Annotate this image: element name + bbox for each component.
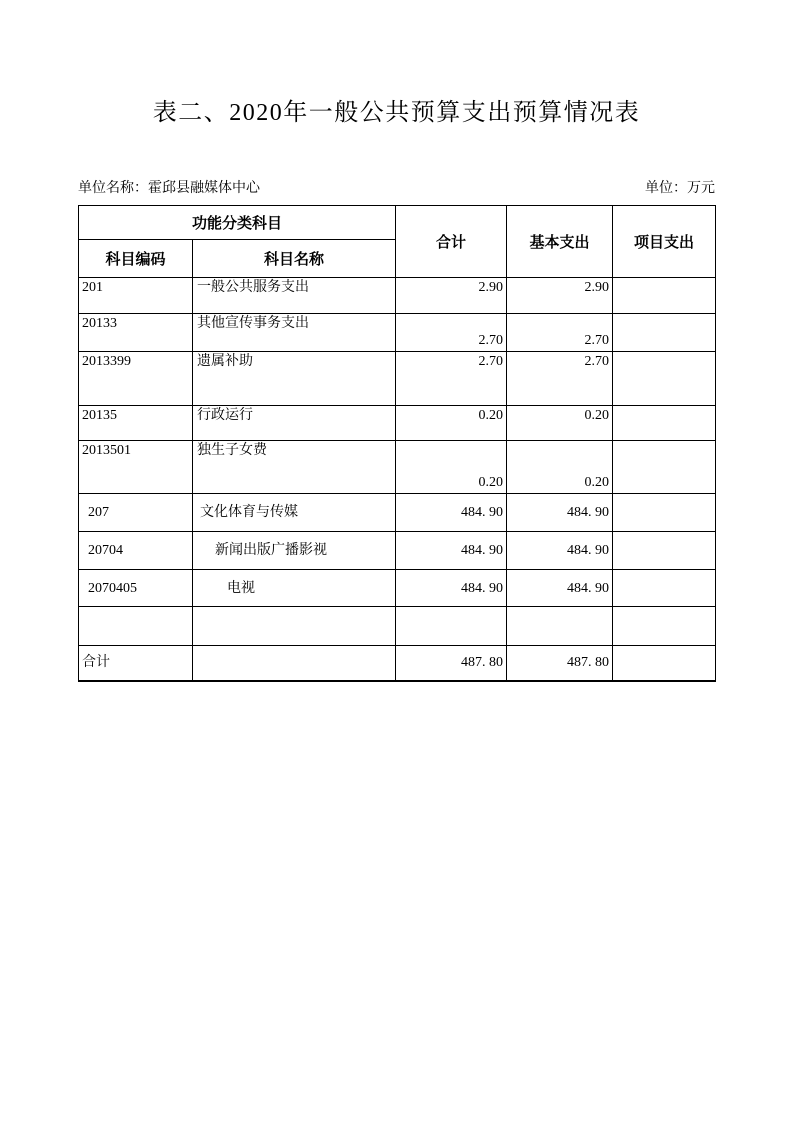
meta-row [78,180,715,198]
table-row [79,607,716,646]
code-cell: 20135 [79,406,193,441]
name-cell: 一般公共服务支出 [193,278,396,314]
project-cell [613,607,716,646]
basic-cell: 484. 90 [507,494,613,532]
total-cell: 484. 90 [396,494,507,532]
basic-cell: 0.20 [507,406,613,441]
name-cell: 新闻出版广播影视 [193,532,396,570]
total-cell: 0.20 [396,406,507,441]
unit-name-label: 单位名称：霍邱县融媒体中心 [78,181,260,196]
total-cell: 2.90 [396,278,507,314]
basic-cell: 484. 90 [507,532,613,570]
basic-cell: 484. 90 [507,570,613,607]
name-cell: 其他宣传事务支出 [193,314,396,352]
project-cell [613,314,716,352]
table-row [79,494,716,532]
name-cell: 电视 [193,570,396,607]
header-subject-code: 科目编码 [79,240,193,278]
unit-of-measure-label: 单位：万元 [645,181,715,196]
header-basic-expenditure: 基本支出 [507,206,613,278]
total-cell: 0.20 [396,441,507,494]
name-cell [193,607,396,646]
table-row-total [79,646,716,681]
header-functional-category: 功能分类科目 [79,206,396,240]
project-cell [613,570,716,607]
total-cell: 2.70 [396,352,507,406]
name-cell: 独生子女费 [193,441,396,494]
name-cell: 遗属补助 [193,352,396,406]
code-cell: 2070405 [79,570,193,607]
code-cell [79,607,193,646]
project-cell [613,406,716,441]
header-total: 合计 [396,206,507,278]
table-row [79,352,716,406]
project-cell [613,352,716,406]
basic-cell: 2.90 [507,278,613,314]
code-cell: 20704 [79,532,193,570]
project-cell [613,441,716,494]
name-cell [193,646,396,681]
project-cell [613,646,716,681]
name-cell: 行政运行 [193,406,396,441]
total-cell [396,607,507,646]
table-row [79,406,716,441]
code-cell: 207 [79,494,193,532]
total-cell: 2.70 [396,314,507,352]
basic-cell: 487. 80 [507,646,613,681]
project-cell [613,278,716,314]
project-cell [613,532,716,570]
name-cell: 文化体育与传媒 [193,494,396,532]
code-cell: 2013501 [79,441,193,494]
header-row-group [79,206,716,240]
header-subject-name: 科目名称 [193,240,396,278]
total-cell: 487. 80 [396,646,507,681]
basic-cell: 2.70 [507,352,613,406]
budget-table [78,205,716,682]
page-title: 表二、2020年一般公共预算支出预算情况表 [152,100,641,126]
total-cell: 484. 90 [396,532,507,570]
code-cell: 201 [79,278,193,314]
header-project-expenditure: 项目支出 [613,206,716,278]
project-cell [613,494,716,532]
table-row [79,278,716,314]
total-cell: 484. 90 [396,570,507,607]
table-row [79,314,716,352]
code-cell: 合计 [79,646,193,681]
table-row [79,532,716,570]
code-cell: 2013399 [79,352,193,406]
basic-cell [507,607,613,646]
code-cell: 20133 [79,314,193,352]
basic-cell: 2.70 [507,314,613,352]
table-row [79,570,716,607]
table-row [79,441,716,494]
basic-cell: 0.20 [507,441,613,494]
